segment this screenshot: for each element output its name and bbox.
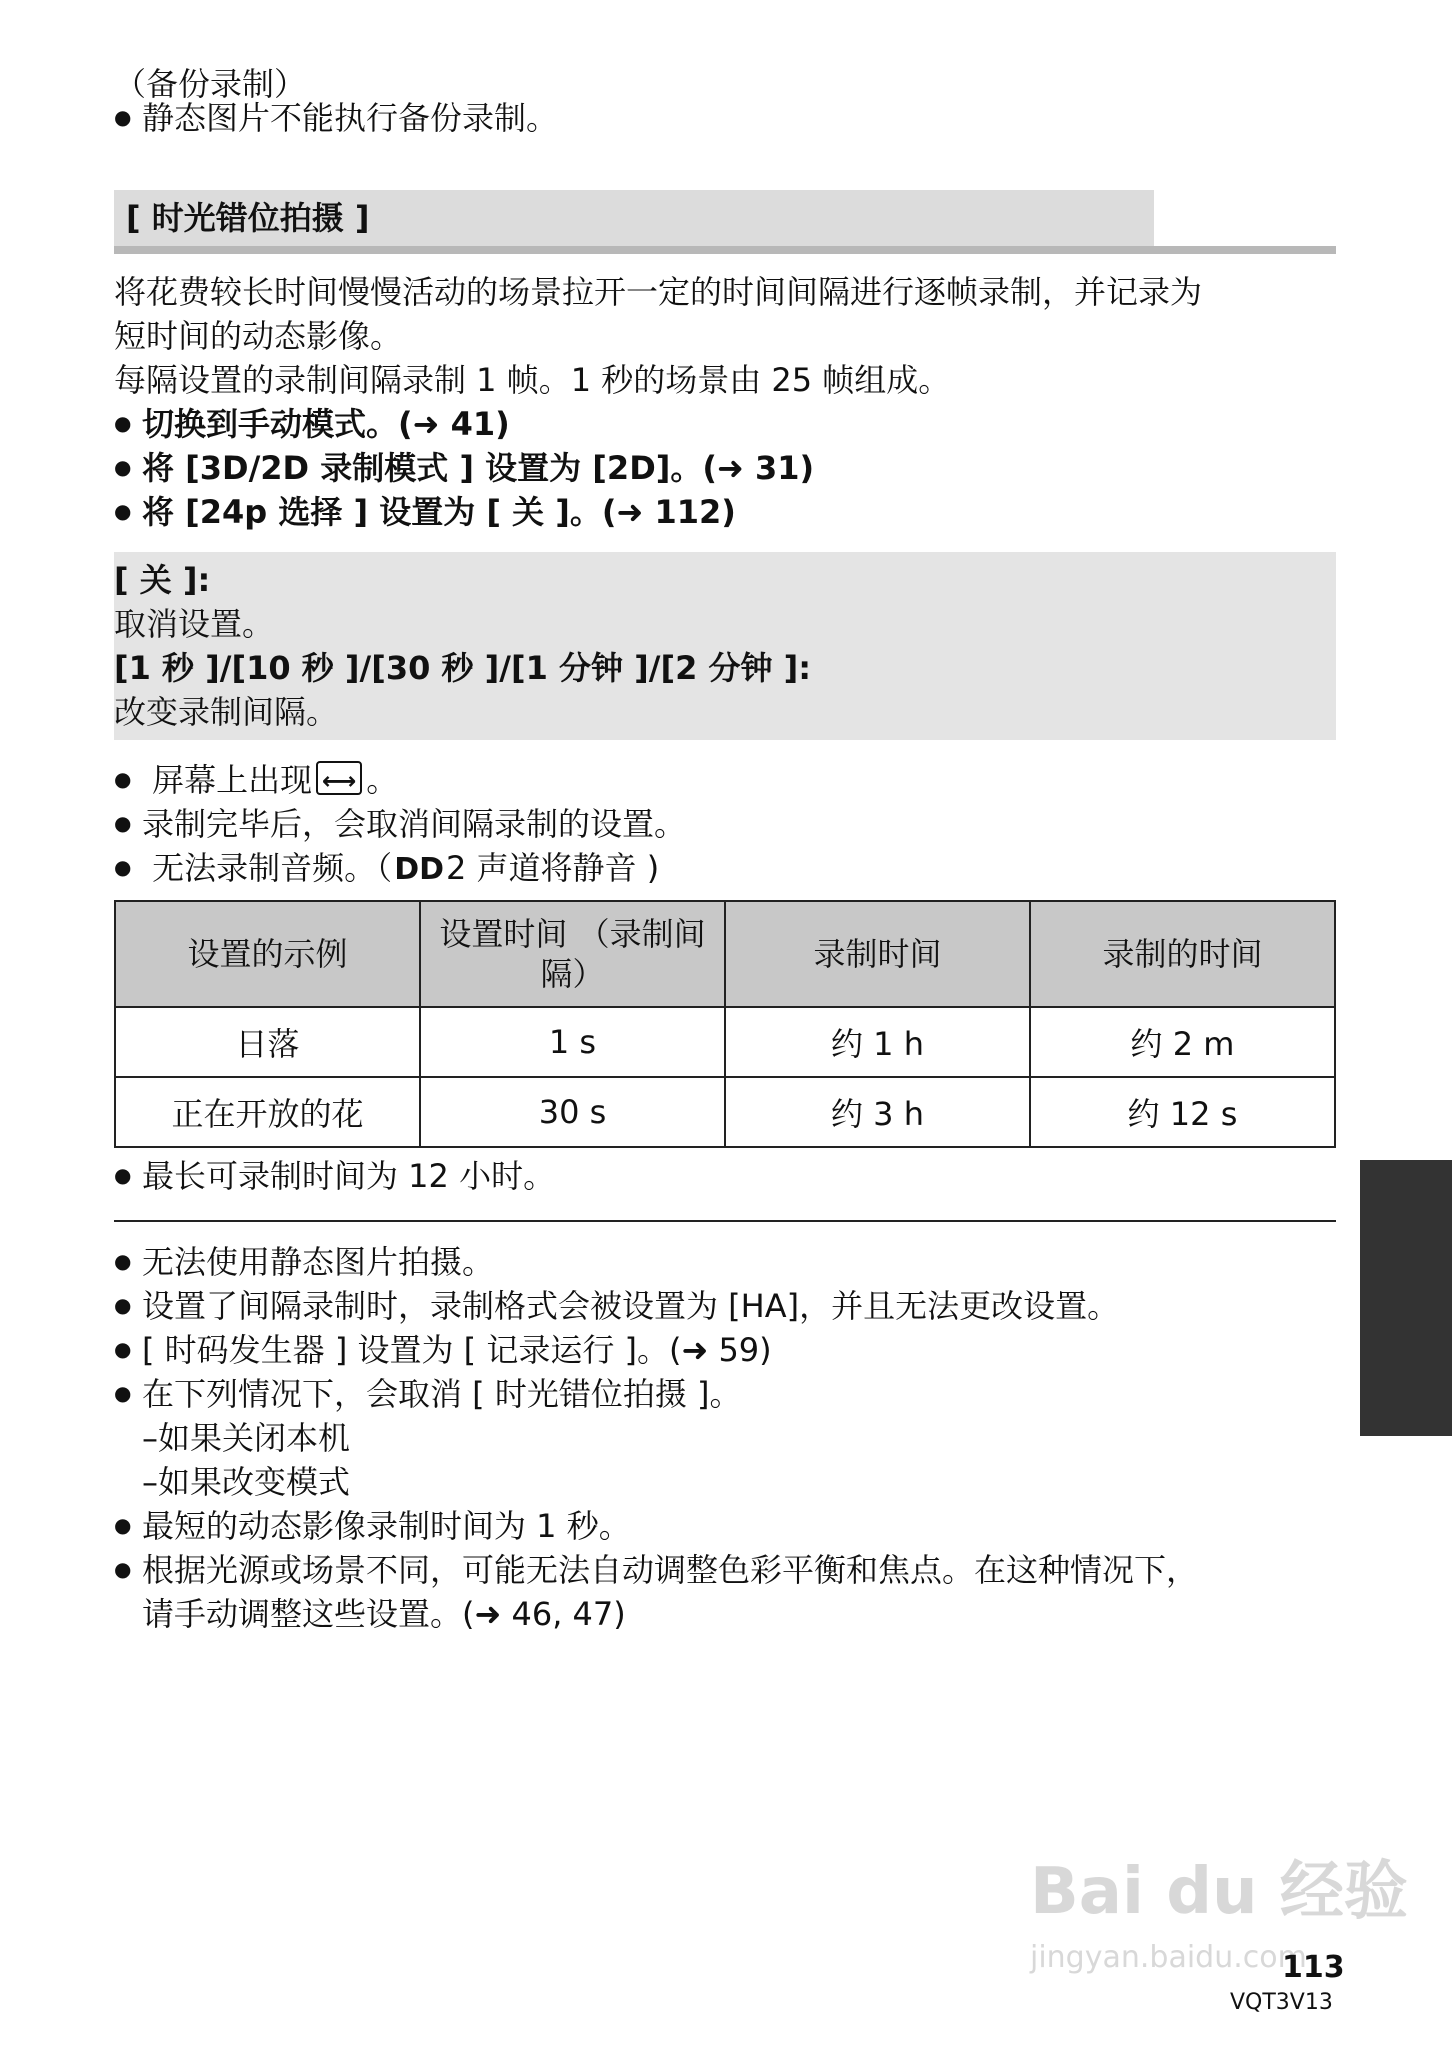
max-time-bullet: ● 最长可录制时间为 12 小时。 <box>114 1154 555 1200</box>
table-header-cell: 设置时间 （录制间隔） <box>420 901 725 1007</box>
document-code: VQT3V13 <box>1230 1990 1333 2015</box>
table-header-cell: 录制的时间 <box>1030 901 1335 1007</box>
section-paragraph-1a: 将花费较长时间慢慢活动的场景拉开一定的时间间隔进行逐帧录制，并记录为 <box>114 273 1203 311</box>
watermark-logo: Bai du 经验 <box>1030 1855 1408 1929</box>
note-bullet-continued: 请手动调整这些设置。(➜ 46, 47) <box>142 1595 626 1633</box>
page-number: 113 <box>1282 1950 1345 1985</box>
table-row <box>115 1077 1335 1147</box>
section-header-rule <box>114 246 1336 254</box>
table-header-cell: 设置的示例 <box>115 901 420 1007</box>
note-icon-bullet <box>114 758 398 804</box>
note-bullet: ● 设置了间隔录制时，录制格式会被设置为 [HA]，并且无法更改设置。 <box>114 1284 1119 1330</box>
table-cell: 约 1 h <box>725 1007 1030 1077</box>
note-audio-post: 2 声道将静音 ) <box>446 849 660 887</box>
section-paragraph-1b: 短时间的动态影像。 <box>114 317 403 355</box>
table-header-row <box>115 901 1335 1007</box>
prereq-bullet-3: ● 将 [24p 选择 ] 设置为 [ 关 ]。(➜ 112) <box>114 490 736 536</box>
note-sub-item: –如果关闭本机 <box>142 1419 351 1457</box>
watermark-url: jingyan.baidu.com <box>1030 1940 1307 1975</box>
note-audio-pre: 无法录制音频。（ <box>152 849 393 887</box>
divider <box>114 1220 1336 1222</box>
note-icon-pre: 屏幕上出现 <box>152 761 313 799</box>
prereq-bullet-2: ● 将 [3D/2D 录制模式 ] 设置为 [2D]。(➜ 31) <box>114 446 814 492</box>
note-bullet: ● 最短的动态影像录制时间为 1 秒。 <box>114 1504 631 1550</box>
section-header <box>114 190 1154 246</box>
table-row <box>115 1007 1335 1077</box>
note-icon-post: 。 <box>366 761 399 799</box>
dolby-digital-icon: DD <box>394 852 444 887</box>
table-cell: 日落 <box>115 1007 420 1077</box>
chapter-tab <box>1360 1160 1452 1436</box>
section-paragraph-2: 每隔设置的录制间隔录制 1 帧。1 秒的场景由 25 帧组成。 <box>114 361 951 399</box>
table-cell: 30 s <box>420 1077 725 1147</box>
intro-bullet: ● 静态图片不能执行备份录制。 <box>114 96 558 142</box>
note-cancel-bullet: ● 录制完毕后，会取消间隔录制的设置。 <box>114 802 686 848</box>
prereq-bullet-1: ● 切换到手动模式。(➜ 41) <box>114 402 510 448</box>
option-off-desc: 取消设置。 <box>114 605 275 643</box>
interval-recording-icon <box>316 761 362 795</box>
option-off-label: [ 关 ]: <box>114 561 211 599</box>
note-bullet: ● 根据光源或场景不同，可能无法自动调整色彩平衡和焦点。在这种情况下， <box>114 1548 1198 1594</box>
interval-example-table <box>114 900 1336 1148</box>
option-interval-label: [1 秒 ]/[10 秒 ]/[30 秒 ]/[1 分钟 ]/[2 分钟 ]: <box>114 649 812 687</box>
note-audio-bullet <box>114 846 659 892</box>
note-sub-item: –如果改变模式 <box>142 1463 351 1501</box>
intro-line: （备份录制） <box>114 65 307 103</box>
option-interval-desc: 改变录制间隔。 <box>114 693 339 731</box>
table-cell: 正在开放的花 <box>115 1077 420 1147</box>
note-bullet: ● 无法使用静态图片拍摄。 <box>114 1240 494 1286</box>
note-bullet: ● [ 时码发生器 ] 设置为 [ 记录运行 ]。(➜ 59) <box>114 1328 772 1374</box>
table-cell: 约 12 s <box>1030 1077 1335 1147</box>
table-header-cell: 录制时间 <box>725 901 1030 1007</box>
table-cell: 约 3 h <box>725 1077 1030 1147</box>
section-title: [ 时光错位拍摄 ] <box>126 199 370 237</box>
table-cell: 1 s <box>420 1007 725 1077</box>
note-bullet: ● 在下列情况下，会取消 [ 时光错位拍摄 ]。 <box>114 1372 742 1418</box>
table-cell: 约 2 m <box>1030 1007 1335 1077</box>
